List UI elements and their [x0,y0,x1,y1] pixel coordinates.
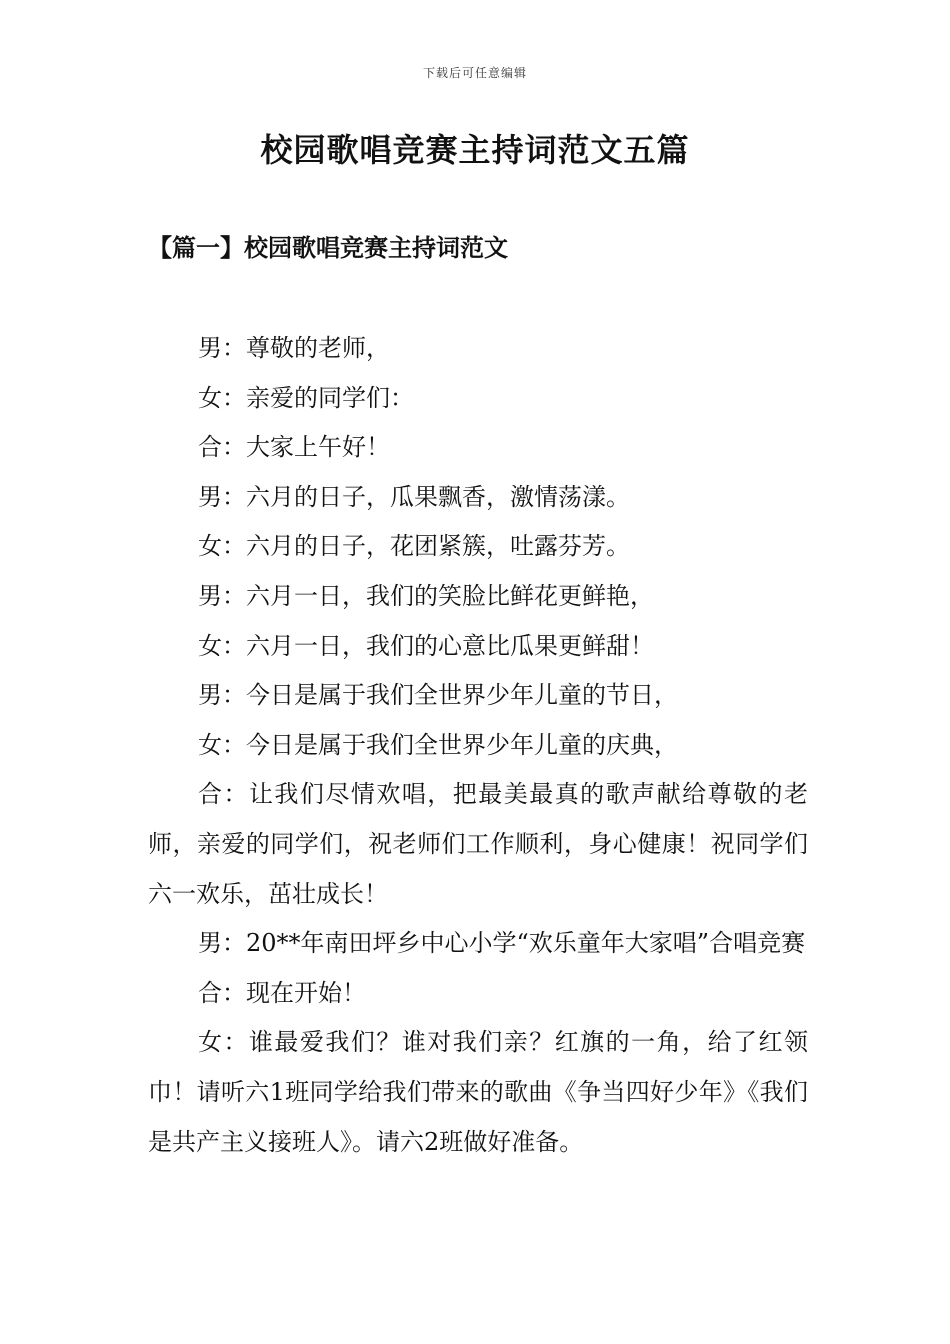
paragraph: 男：尊敬的老师， [198,334,390,362]
document-title: 校园歌唱竞赛主持词范文五篇 [260,131,690,169]
header-note: 下载后可任意编辑 [422,66,527,80]
paragraph: 男：今日是属于我们全世界少年儿童的节日， [198,681,678,710]
paragraph: 女：谁最爱我们？谁对我们亲？红旗的一角，给了红领巾！请听六1班同学给我们带来的歌曲《争当四好少年》《我们是共产主义接班人》。请六2班做好准备。 [148,1028,808,1156]
paragraph: 女：六月的日子，花团紧簇，吐露芬芳。 [198,532,630,561]
paragraph: 男：六月的日子，瓜果飘香，激情荡漾。 [198,482,630,511]
paragraph: 合：让我们尽情欢唱，把最美最真的歌声献给尊敬的老师，亲爱的同学们，祝老师们工作顺利，身心健康！祝同学们六一欢乐，茁壮成长！ [148,780,808,908]
paragraph: 合：现在开始！ [198,978,366,1007]
paragraph: 男：20**年南田坪乡中心小学“欢乐童年大家唱”合唱竞赛 [198,929,806,958]
paragraph: 女：今日是属于我们全世界少年儿童的庆典， [198,730,678,759]
paragraph: 合：大家上午好！ [198,433,390,462]
paragraph: 女：六月一日，我们的心意比瓜果更鲜甜！ [198,631,654,660]
document-body [148,324,808,1167]
section-heading: 【篇一】校园歌唱竞赛主持词范文 [148,233,508,262]
paragraph: 男：六月一日，我们的笑脸比鲜花更鲜艳， [198,581,654,610]
paragraph: 女：亲爱的同学们： [198,383,414,412]
